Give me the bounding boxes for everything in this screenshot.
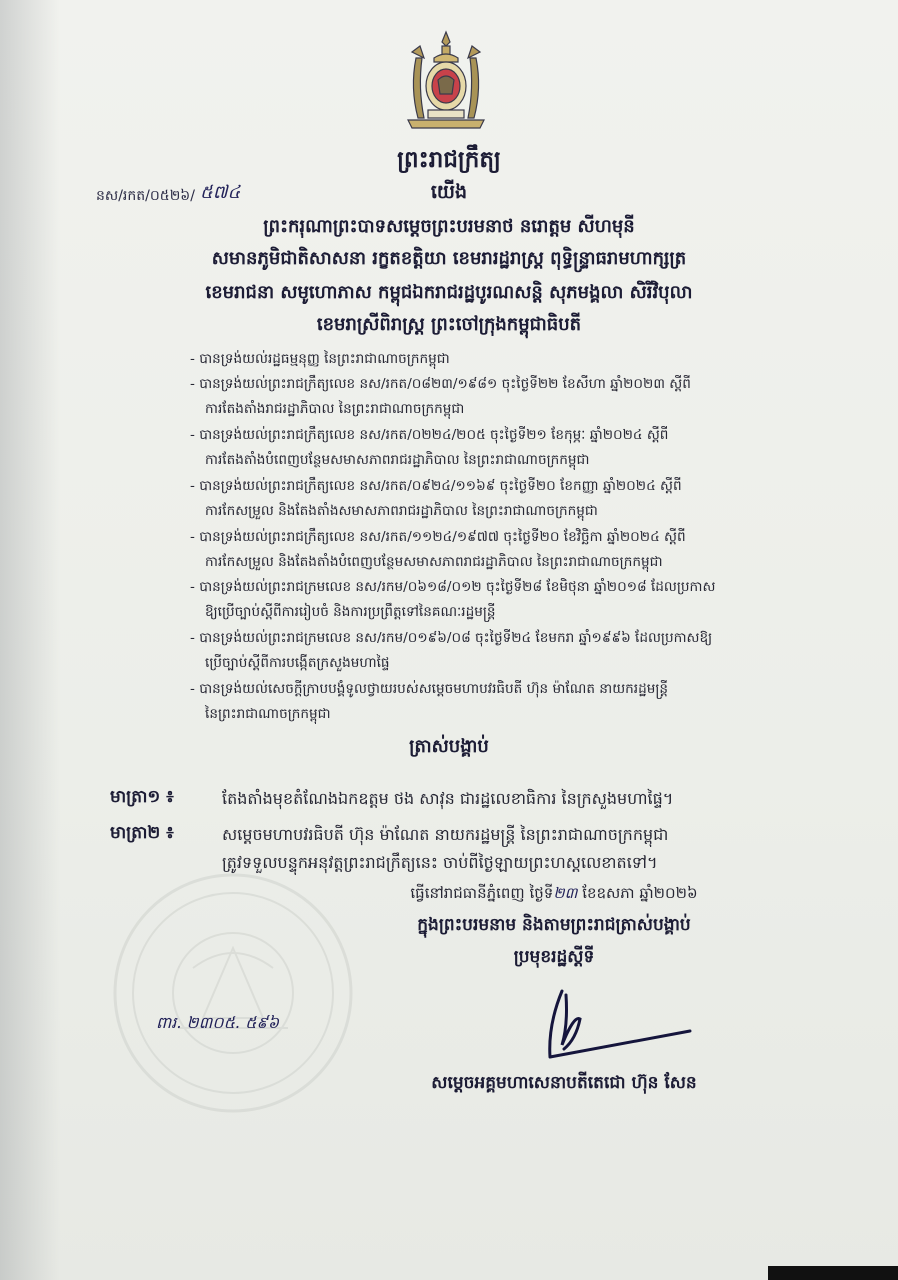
consideration-line: ការកែសម្រួល និងតែងតាំងសមាសភាពរាជរដ្ឋាភិបាល នៃព្រះរាជាណាចក្រកម្ពុជា — [205, 503, 598, 519]
document-title: ព្រះរាជក្រឹត្យ — [397, 147, 501, 173]
article-1-text: តែងតាំងមុខតំណែងឯកឧត្តម ថង សាវុន ជារដ្ឋលេខាធិការ នៃក្រសួងមហាផ្ទៃ។ — [222, 789, 674, 808]
consideration-line: - បានទ្រង់យល់ព្រះរាជក្រឹត្យលេខ នស/រកត/០៨២៣/១៩៨១ ចុះថ្ងៃទី២២ ខែសីហា ឆ្នាំ២០២៣ ស្តីពី — [190, 376, 691, 392]
acting-head-of-state-title: ប្រមុខរដ្ឋស្តីទី — [513, 947, 595, 967]
in-royal-name-line: ក្នុងព្រះបរមនាម និងតាមព្រះរាជត្រាស់បង្គាប់ — [417, 915, 691, 935]
consideration-line: ការតែងតាំងបំពេញបន្ថែមសមាសភាពរាជរដ្ឋាភិបាល នៃព្រះរាជាណាចក្រកម្ពុជា — [205, 452, 590, 468]
bottom-black-strip — [768, 1266, 898, 1280]
king-title-line: ខេមរាជនា សមូហោភាស កម្ពុជឯករាជរដ្ឋបូរណសន្តិ សុភមង្គលា សិរីវិបុលា — [205, 282, 693, 303]
article-1-label: មាត្រា១ ៖ — [110, 787, 174, 807]
consideration-line: - បានទ្រង់យល់ព្រះរាជក្រមលេខ នស/រកម/០៦១៨/០១២ ចុះថ្ងៃទី២៨ ខែមិថុនា ឆ្នាំ២០១៨ ដែលប្រកាស — [190, 579, 716, 595]
consideration-line: - បានទ្រង់យល់ព្រះរាជក្រឹត្យលេខ នស/រកត/១១២៤/១៩៧៧ ចុះថ្ងៃទី២០ ខែវិច្ឆិកា ឆ្នាំ២០២៤ ស្តីពី — [190, 529, 686, 545]
king-title-line: សមានភូមិជាតិសាសនា រក្ខតខត្តិយា ខេមរារដ្ឋរាស្ត្រ ពុទ្ធិន្ទ្រាធរាមហាក្សត្រ — [211, 248, 687, 269]
consideration-line: - បានទ្រង់យល់ព្រះរាជក្រមលេខ នស/រកម/០១៩៦/០៨ ចុះថ្ងៃទី២៤ ខែមករា ឆ្នាំ១៩៩៦ ដែលប្រកាសឱ្យ — [190, 630, 713, 646]
handwritten-note: ពារ. ២៣០៥. ៥៩៦ — [156, 1013, 280, 1032]
place-date-suffix: ខែឧសភា ឆ្នាំ២០២៦ — [577, 884, 698, 902]
consideration-line: ការកែសម្រួល និងតែងតាំងបំពេញបន្ថែមសមាសភាពរាជរដ្ឋាភិបាល នៃព្រះរាជាណាចក្រកម្ពុជា — [205, 554, 663, 570]
consideration-line: - បានទ្រង់យល់សេចក្តីក្រាបបង្គំទូលថ្វាយរបស់សម្តេចមហាបវរធិបតី ហ៊ុន ម៉ាណែត នាយករដ្ឋមន្ត្រី — [190, 681, 669, 697]
signature-icon — [540, 985, 710, 1065]
article-2-text: សម្តេចមហាបវរធិបតី ហ៊ុន ម៉ាណែត នាយករដ្ឋមន្ត្រី នៃព្រះរាជាណាចក្រកម្ពុជា — [222, 825, 669, 844]
consideration-line: - បានទ្រង់យល់រដ្ឋធម្មនុញ្ញ នៃព្រះរាជាណាចក្រកម្ពុជា — [190, 351, 450, 367]
consideration-line: - បានទ្រង់យល់ព្រះរាជក្រឹត្យលេខ នស/រកត/០៩២៤/១១៦៩ ចុះថ្ងៃទី២០ ខែកញ្ញា ឆ្នាំ២០២៤ ស្តីពី — [190, 478, 682, 494]
consideration-line: ការតែងតាំងរាជរដ្ឋាភិបាល នៃព្រះរាជាណាចក្រកម្ពុជា — [205, 401, 465, 417]
place-date-prefix: ធ្វើនៅរាជធានីភ្នំពេញ ថ្ងៃទី — [410, 884, 554, 902]
consideration-line: - បានទ្រង់យល់ព្រះរាជក្រឹត្យលេខ នស/រកត/០២២៤/២០៥ ចុះថ្ងៃទី២១ ខែកុម្ភៈ ឆ្នាំ២០២៤ ស្តីពី — [190, 427, 669, 443]
king-title-line: ខេមរាស្រីពិរាស្ត្រ ព្រះចៅក្រុងកម្ពុជាធិបតី — [316, 314, 582, 335]
signer-name: សម្តេចអគ្គមហាសេនាបតីតេជោ ហ៊ុន សែន — [431, 1073, 697, 1093]
consideration-line: នៃព្រះរាជាណាចក្រកម្ពុជា — [205, 706, 331, 722]
reference-handwritten: ៥៧៤ — [200, 182, 241, 203]
consideration-line: ឱ្យប្រើច្បាប់ស្តីពីការរៀបចំ និងការប្រព្រឹត្តទៅនៃគណៈរដ្ឋមន្ត្រី — [205, 604, 496, 620]
king-title-line: ព្រះករុណាព្រះបាទសម្តេចព្រះបរមនាថ នរោត្តម សីហមុនី — [263, 216, 635, 237]
royal-emblem-icon — [398, 28, 494, 136]
document-subtitle: យើង — [430, 181, 468, 203]
decree-heading: ត្រាស់បង្គាប់ — [409, 736, 489, 757]
article-2-label: មាត្រា២ ៖ — [110, 823, 174, 843]
consideration-line: ប្រើច្បាប់ស្តីពីការបង្កើតក្រសួងមហាផ្ទៃ — [205, 655, 390, 671]
day-handwritten: ២៣ — [553, 884, 578, 902]
place-date — [0, 884, 898, 906]
reference-number: នស/រកត/០៥២៦/ — [96, 188, 195, 204]
article-2-text: ត្រូវទទួលបន្ទុកអនុវត្តព្រះរាជក្រឹត្យនេះ ចាប់ពីថ្ងៃឡាយព្រះហស្តលេខាតទៅ។ — [222, 853, 658, 872]
